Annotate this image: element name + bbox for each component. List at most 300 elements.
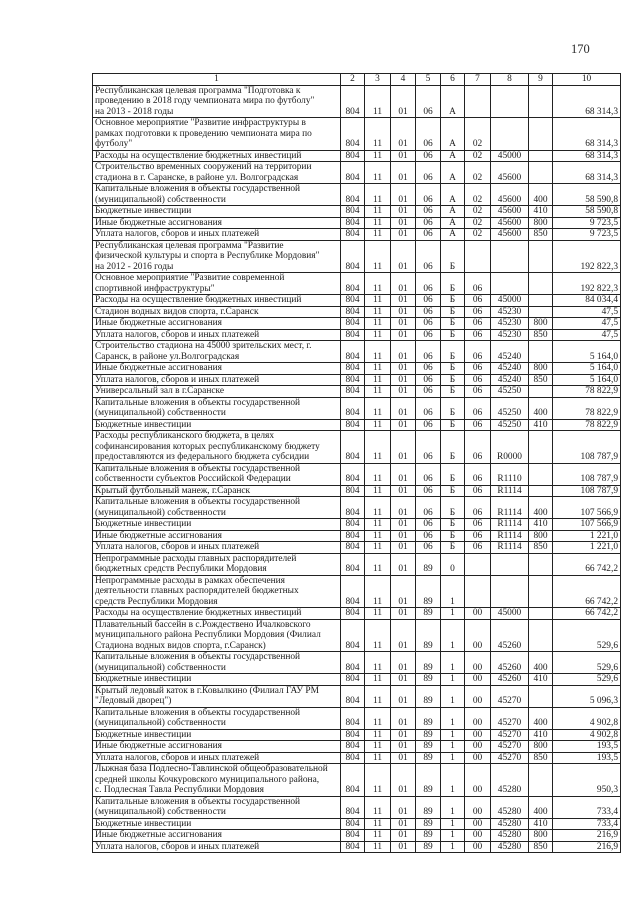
section-code-cell: 11: [365, 729, 391, 741]
expense-direction-cell: R0000: [491, 431, 529, 464]
amount-cell: 216,9: [553, 841, 621, 853]
subprogram-code-cell: 1: [441, 619, 465, 652]
subsection-code-cell: 01: [391, 519, 416, 531]
subprogram-code-cell: А: [441, 150, 465, 162]
program-code-cell: 06: [416, 85, 441, 118]
expense-direction-cell: [491, 118, 529, 151]
expense-type-cell: 800: [529, 741, 553, 753]
subprogram-code-cell: А: [441, 85, 465, 118]
ministry-code-cell: 804: [341, 519, 365, 531]
table-row: [93, 463, 621, 485]
section-code-cell: 11: [365, 341, 391, 363]
amount-cell: 68 314,3: [553, 85, 621, 118]
expense-type-cell: 850: [529, 329, 553, 341]
ministry-code-cell: 804: [341, 553, 365, 575]
amount-cell: 5 164,0: [553, 363, 621, 375]
subprogram-code-cell: 1: [441, 741, 465, 753]
row-description-cell: Расходы республиканского бюджета, в целях софинансирования которых республиканскому бюджету предоставляются из федерального бюджета субсидии: [93, 431, 341, 464]
expense-direction-cell: R1114: [491, 485, 529, 497]
subsection-code-cell: 01: [391, 306, 416, 318]
activity-code-cell: 02: [465, 217, 491, 229]
amount-cell: 1 221,0: [553, 542, 621, 554]
row-description-cell: Бюджетные инвестиции: [93, 818, 341, 830]
section-code-cell: 11: [365, 85, 391, 118]
amount-cell: 68 314,3: [553, 162, 621, 184]
amount-cell: 68 314,3: [553, 118, 621, 151]
program-code-cell: 06: [416, 295, 441, 307]
subprogram-code-cell: Б: [441, 497, 465, 519]
ministry-code-cell: 804: [341, 575, 365, 608]
ministry-code-cell: 804: [341, 685, 365, 707]
expense-direction-cell: 45270: [491, 752, 529, 764]
subsection-code-cell: 01: [391, 118, 416, 151]
table-row: [93, 184, 621, 206]
ministry-code-cell: 804: [341, 295, 365, 307]
subprogram-code-cell: А: [441, 118, 465, 151]
row-description-cell: Иные бюджетные ассигнования: [93, 741, 341, 753]
activity-code-cell: 06: [465, 497, 491, 519]
amount-cell: 216,9: [553, 830, 621, 842]
expense-type-cell: 410: [529, 818, 553, 830]
section-code-cell: 11: [365, 530, 391, 542]
activity-code-cell: 06: [465, 485, 491, 497]
subprogram-code-cell: 1: [441, 685, 465, 707]
activity-code-cell: [465, 85, 491, 118]
program-code-cell: 06: [416, 363, 441, 375]
row-description-cell: Уплата налогов, сборов и иных платежей: [93, 841, 341, 853]
amount-cell: 78 822,9: [553, 397, 621, 419]
subsection-code-cell: 01: [391, 295, 416, 307]
section-code-cell: 11: [365, 674, 391, 686]
program-code-cell: 89: [416, 674, 441, 686]
subprogram-code-cell: А: [441, 217, 465, 229]
table-row: [93, 796, 621, 818]
column-header-6: 6: [441, 74, 465, 86]
program-code-cell: 89: [416, 652, 441, 674]
amount-cell: 66 742,2: [553, 575, 621, 608]
subsection-code-cell: 01: [391, 707, 416, 729]
ministry-code-cell: 804: [341, 431, 365, 464]
row-description-cell: Крытый ледовый каток в г.Ковылкино (Филиал ГАУ РМ "Ледовый дворец"): [93, 685, 341, 707]
subprogram-code-cell: Б: [441, 530, 465, 542]
subsection-code-cell: 01: [391, 729, 416, 741]
ministry-code-cell: 804: [341, 674, 365, 686]
program-code-cell: 89: [416, 796, 441, 818]
section-code-cell: 11: [365, 830, 391, 842]
row-description-cell: Бюджетные инвестиции: [93, 206, 341, 218]
program-code-cell: 06: [416, 229, 441, 241]
subsection-code-cell: 01: [391, 841, 416, 853]
table-row: [93, 485, 621, 497]
subsection-code-cell: 01: [391, 341, 416, 363]
amount-cell: 66 742,2: [553, 553, 621, 575]
expense-type-cell: [529, 685, 553, 707]
activity-code-cell: 06: [465, 397, 491, 419]
subprogram-code-cell: 1: [441, 674, 465, 686]
subsection-code-cell: 01: [391, 674, 416, 686]
row-description-cell: Бюджетные инвестиции: [93, 674, 341, 686]
activity-code-cell: 00: [465, 608, 491, 620]
column-header-2: 2: [341, 74, 365, 86]
ministry-code-cell: 804: [341, 497, 365, 519]
expense-direction-cell: R1114: [491, 519, 529, 531]
program-code-cell: 06: [416, 184, 441, 206]
ministry-code-cell: 804: [341, 150, 365, 162]
expense-type-cell: 800: [529, 830, 553, 842]
program-code-cell: 89: [416, 608, 441, 620]
section-code-cell: 11: [365, 419, 391, 431]
section-code-cell: 11: [365, 485, 391, 497]
activity-code-cell: 00: [465, 729, 491, 741]
subprogram-code-cell: Б: [441, 329, 465, 341]
ministry-code-cell: 804: [341, 118, 365, 151]
table-row: [93, 674, 621, 686]
ministry-code-cell: 804: [341, 306, 365, 318]
row-description-cell: Плавательный бассейн в с.Рождествено Ичалковского муниципального района Республики Мордовия (Филиал Стадиона водных видов спорта, г.Саранск): [93, 619, 341, 652]
subsection-code-cell: 01: [391, 217, 416, 229]
subprogram-code-cell: 1: [441, 818, 465, 830]
ministry-code-cell: 804: [341, 485, 365, 497]
table-row: [93, 206, 621, 218]
program-code-cell: 06: [416, 306, 441, 318]
program-code-cell: 89: [416, 707, 441, 729]
section-code-cell: 11: [365, 229, 391, 241]
section-code-cell: 11: [365, 652, 391, 674]
table-row: [93, 542, 621, 554]
expense-direction-cell: 45230: [491, 329, 529, 341]
table-row: [93, 553, 621, 575]
expense-type-cell: [529, 553, 553, 575]
expense-type-cell: 400: [529, 497, 553, 519]
program-code-cell: 06: [416, 240, 441, 273]
column-header-5: 5: [416, 74, 441, 86]
expense-type-cell: [529, 118, 553, 151]
amount-cell: 78 822,9: [553, 419, 621, 431]
expense-direction-cell: R1114: [491, 497, 529, 519]
row-description-cell: Основное мероприятие "Развитие современной спортивной инфраструктуры": [93, 273, 341, 295]
subprogram-code-cell: 1: [441, 830, 465, 842]
subsection-code-cell: 01: [391, 206, 416, 218]
section-code-cell: 11: [365, 685, 391, 707]
subprogram-code-cell: 1: [441, 608, 465, 620]
ministry-code-cell: 804: [341, 796, 365, 818]
activity-code-cell: 00: [465, 741, 491, 753]
amount-cell: 47,5: [553, 318, 621, 330]
activity-code-cell: 02: [465, 118, 491, 151]
subsection-code-cell: 01: [391, 796, 416, 818]
subsection-code-cell: 01: [391, 553, 416, 575]
amount-cell: 108 787,9: [553, 431, 621, 464]
subsection-code-cell: 01: [391, 830, 416, 842]
section-code-cell: 11: [365, 329, 391, 341]
amount-cell: 58 590,8: [553, 184, 621, 206]
expense-direction-cell: [491, 553, 529, 575]
column-header-4: 4: [391, 74, 416, 86]
expense-direction-cell: 45280: [491, 830, 529, 842]
ministry-code-cell: 804: [341, 752, 365, 764]
table-row: [93, 150, 621, 162]
subsection-code-cell: 01: [391, 530, 416, 542]
expense-direction-cell: 45600: [491, 184, 529, 206]
amount-cell: 9 723,5: [553, 229, 621, 241]
subprogram-code-cell: 1: [441, 752, 465, 764]
program-code-cell: 89: [416, 841, 441, 853]
table-row: [93, 341, 621, 363]
subprogram-code-cell: 1: [441, 796, 465, 818]
table-row: [93, 363, 621, 375]
expense-type-cell: 850: [529, 542, 553, 554]
subsection-code-cell: 01: [391, 752, 416, 764]
ministry-code-cell: 804: [341, 162, 365, 184]
program-code-cell: 06: [416, 530, 441, 542]
program-code-cell: 89: [416, 818, 441, 830]
subprogram-code-cell: 1: [441, 764, 465, 797]
section-code-cell: 11: [365, 206, 391, 218]
amount-cell: 529,6: [553, 652, 621, 674]
row-description-cell: Республиканская целевая программа "Подготовка к проведению в 2018 году чемпионата мира по футболу" на 2013 - 2018 годы: [93, 85, 341, 118]
section-code-cell: 11: [365, 608, 391, 620]
table-row: [93, 162, 621, 184]
table-row: [93, 729, 621, 741]
activity-code-cell: 06: [465, 530, 491, 542]
table-row: [93, 764, 621, 797]
amount-cell: 108 787,9: [553, 485, 621, 497]
ministry-code-cell: 804: [341, 217, 365, 229]
activity-code-cell: 00: [465, 619, 491, 652]
activity-code-cell: 06: [465, 318, 491, 330]
program-code-cell: 06: [416, 519, 441, 531]
section-code-cell: 11: [365, 162, 391, 184]
ministry-code-cell: 804: [341, 184, 365, 206]
row-description-cell: Иные бюджетные ассигнования: [93, 530, 341, 542]
amount-cell: 192 822,3: [553, 273, 621, 295]
program-code-cell: 89: [416, 685, 441, 707]
table-row: [93, 295, 621, 307]
ministry-code-cell: 804: [341, 374, 365, 386]
table-row: [93, 818, 621, 830]
ministry-code-cell: 804: [341, 229, 365, 241]
subprogram-code-cell: Б: [441, 397, 465, 419]
section-code-cell: 11: [365, 497, 391, 519]
expense-direction-cell: 45000: [491, 150, 529, 162]
ministry-code-cell: 804: [341, 463, 365, 485]
amount-cell: 5 164,0: [553, 374, 621, 386]
activity-code-cell: 00: [465, 652, 491, 674]
expense-direction-cell: [491, 273, 529, 295]
subprogram-code-cell: Б: [441, 240, 465, 273]
program-code-cell: 89: [416, 619, 441, 652]
table-row: [93, 652, 621, 674]
section-code-cell: 11: [365, 184, 391, 206]
subprogram-code-cell: Б: [441, 363, 465, 375]
section-code-cell: 11: [365, 796, 391, 818]
table-row: [93, 329, 621, 341]
table-row: [93, 240, 621, 273]
ministry-code-cell: 804: [341, 240, 365, 273]
expense-type-cell: [529, 619, 553, 652]
row-description-cell: Универсальный зал в г.Саранске: [93, 386, 341, 398]
expense-type-cell: 410: [529, 674, 553, 686]
section-code-cell: 11: [365, 752, 391, 764]
subsection-code-cell: 01: [391, 386, 416, 398]
expense-direction-cell: 45250: [491, 386, 529, 398]
row-description-cell: Бюджетные инвестиции: [93, 729, 341, 741]
program-code-cell: 06: [416, 162, 441, 184]
section-code-cell: 11: [365, 707, 391, 729]
page-number: 170: [571, 42, 590, 56]
program-code-cell: 06: [416, 485, 441, 497]
expense-direction-cell: 45250: [491, 419, 529, 431]
expense-direction-cell: 45000: [491, 608, 529, 620]
expense-type-cell: [529, 295, 553, 307]
row-description-cell: Уплата налогов, сборов и иных платежей: [93, 752, 341, 764]
table-row: [93, 217, 621, 229]
amount-cell: 529,6: [553, 619, 621, 652]
table-row: [93, 306, 621, 318]
section-code-cell: 11: [365, 619, 391, 652]
amount-cell: 193,5: [553, 752, 621, 764]
row-description-cell: Капитальные вложения в объекты государственной (муниципальной) собственности: [93, 184, 341, 206]
subprogram-code-cell: Б: [441, 542, 465, 554]
program-code-cell: 06: [416, 341, 441, 363]
activity-code-cell: 00: [465, 796, 491, 818]
ministry-code-cell: 804: [341, 830, 365, 842]
row-description-cell: Расходы на осуществление бюджетных инвестиций: [93, 608, 341, 620]
ministry-code-cell: 804: [341, 397, 365, 419]
activity-code-cell: 06: [465, 341, 491, 363]
program-code-cell: 06: [416, 497, 441, 519]
expense-direction-cell: 45260: [491, 619, 529, 652]
amount-cell: 66 742,2: [553, 608, 621, 620]
expense-direction-cell: 45260: [491, 674, 529, 686]
header-row: [93, 74, 621, 86]
subprogram-code-cell: Б: [441, 431, 465, 464]
table-row: [93, 575, 621, 608]
section-code-cell: 11: [365, 386, 391, 398]
program-code-cell: 06: [416, 150, 441, 162]
expense-type-cell: 410: [529, 519, 553, 531]
expense-direction-cell: 45600: [491, 162, 529, 184]
table-row: [93, 318, 621, 330]
program-code-cell: 89: [416, 764, 441, 797]
table-row: [93, 431, 621, 464]
amount-cell: 58 590,8: [553, 206, 621, 218]
subsection-code-cell: 01: [391, 741, 416, 753]
subsection-code-cell: 01: [391, 363, 416, 375]
table-row: [93, 386, 621, 398]
expense-direction-cell: 45600: [491, 217, 529, 229]
section-code-cell: 11: [365, 519, 391, 531]
ministry-code-cell: 804: [341, 419, 365, 431]
program-code-cell: 06: [416, 217, 441, 229]
activity-code-cell: 06: [465, 386, 491, 398]
section-code-cell: 11: [365, 397, 391, 419]
expense-type-cell: 410: [529, 206, 553, 218]
subsection-code-cell: 01: [391, 229, 416, 241]
expense-type-cell: 800: [529, 530, 553, 542]
amount-cell: 193,5: [553, 741, 621, 753]
expense-type-cell: [529, 431, 553, 464]
activity-code-cell: 06: [465, 306, 491, 318]
expense-type-cell: 850: [529, 229, 553, 241]
amount-cell: 4 902,8: [553, 707, 621, 729]
expense-type-cell: [529, 608, 553, 620]
expense-type-cell: [529, 240, 553, 273]
row-description-cell: Капитальные вложения в объекты государственной (муниципальной) собственности: [93, 652, 341, 674]
program-code-cell: 06: [416, 273, 441, 295]
program-code-cell: 89: [416, 830, 441, 842]
row-description-cell: Расходы на осуществление бюджетных инвестиций: [93, 295, 341, 307]
row-description-cell: Непрограммные расходы главных распорядителей бюджетных средств Республики Мордовия: [93, 553, 341, 575]
expense-direction-cell: R1110: [491, 463, 529, 485]
row-description-cell: Бюджетные инвестиции: [93, 419, 341, 431]
column-header-7: 7: [465, 74, 491, 86]
row-description-cell: Иные бюджетные ассигнования: [93, 318, 341, 330]
amount-cell: 47,5: [553, 329, 621, 341]
amount-cell: 47,5: [553, 306, 621, 318]
activity-code-cell: 00: [465, 841, 491, 853]
ministry-code-cell: 804: [341, 818, 365, 830]
amount-cell: 1 221,0: [553, 530, 621, 542]
activity-code-cell: [465, 553, 491, 575]
subprogram-code-cell: 1: [441, 841, 465, 853]
row-description-cell: Уплата налогов, сборов и иных платежей: [93, 229, 341, 241]
subprogram-code-cell: Б: [441, 519, 465, 531]
expense-direction-cell: 45260: [491, 652, 529, 674]
expense-type-cell: 410: [529, 419, 553, 431]
expense-type-cell: 850: [529, 841, 553, 853]
subprogram-code-cell: Б: [441, 341, 465, 363]
activity-code-cell: 06: [465, 519, 491, 531]
table-row: [93, 608, 621, 620]
activity-code-cell: 02: [465, 184, 491, 206]
row-description-cell: Уплата налогов, сборов и иных платежей: [93, 374, 341, 386]
column-header-8: 8: [491, 74, 529, 86]
activity-code-cell: 06: [465, 374, 491, 386]
row-description-cell: Капитальные вложения в объекты государственной (муниципальной) собственности: [93, 796, 341, 818]
subprogram-code-cell: А: [441, 229, 465, 241]
subsection-code-cell: 01: [391, 652, 416, 674]
amount-cell: 5 164,0: [553, 341, 621, 363]
table-row: [93, 619, 621, 652]
program-code-cell: 06: [416, 542, 441, 554]
amount-cell: 5 096,3: [553, 685, 621, 707]
row-description-cell: Республиканская целевая программа "Развитие физической культуры и спорта в Республике Мордовия" на 2012 - 2016 годы: [93, 240, 341, 273]
expense-type-cell: 800: [529, 318, 553, 330]
subsection-code-cell: 01: [391, 463, 416, 485]
expense-type-cell: [529, 273, 553, 295]
activity-code-cell: 02: [465, 150, 491, 162]
row-description-cell: Стадион водных видов спорта, г.Саранск: [93, 306, 341, 318]
subprogram-code-cell: 1: [441, 707, 465, 729]
expense-type-cell: 400: [529, 184, 553, 206]
section-code-cell: 11: [365, 553, 391, 575]
amount-cell: 107 566,9: [553, 519, 621, 531]
expense-type-cell: [529, 764, 553, 797]
ministry-code-cell: 804: [341, 329, 365, 341]
expense-type-cell: 850: [529, 374, 553, 386]
subsection-code-cell: 01: [391, 397, 416, 419]
activity-code-cell: 06: [465, 463, 491, 485]
row-description-cell: Уплата налогов, сборов и иных платежей: [93, 329, 341, 341]
program-code-cell: 06: [416, 397, 441, 419]
column-header-10: 10: [553, 74, 621, 86]
budget-table: [92, 73, 621, 853]
expense-type-cell: 850: [529, 752, 553, 764]
subprogram-code-cell: 1: [441, 652, 465, 674]
expense-direction-cell: 45280: [491, 841, 529, 853]
expense-direction-cell: 45240: [491, 341, 529, 363]
